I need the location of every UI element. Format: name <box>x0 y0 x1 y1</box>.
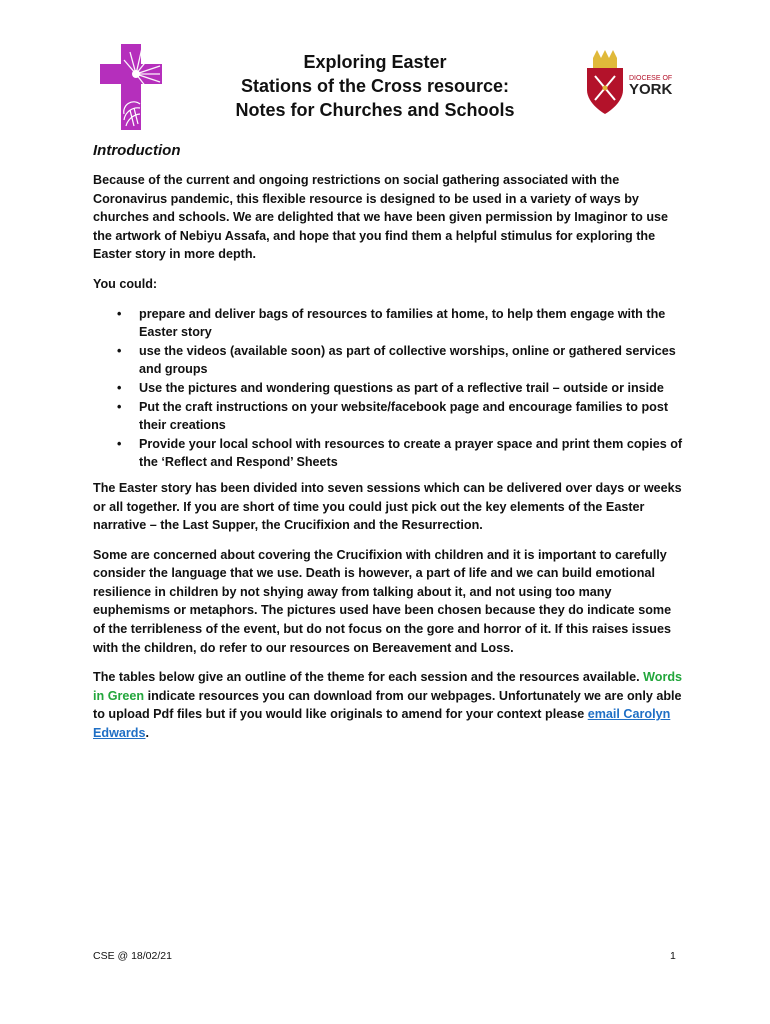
paragraph-crucifixion: Some are concerned about covering the Crucifixion with children and it is important to carefully consider the language that we use. Death is however, a part of life and we can build emotional resilience in children by not shying away from talking about it, and not using too many euphemisms or metaphors. The pictures used have been chosen because they do indicate some of the terribleness of the event, but do not focus on the gore and horror of it. If this raises issues with the children, do refer to our resources on Bereavement and Loss. <box>93 547 672 655</box>
footer-date: CSE @ 18/02/21 <box>93 950 172 962</box>
list-item: • Put the craft instructions on your website/facebook page and encourage families to post their creations <box>117 399 669 433</box>
document-body <box>93 142 683 754</box>
diocese-of-york-logo <box>583 50 673 116</box>
introduction-heading: Introduction <box>93 142 181 159</box>
bullet-icon: • <box>117 436 122 451</box>
bullet-icon: • <box>117 343 122 358</box>
green-words-text: Words in Green <box>93 670 683 703</box>
email-carolyn-link[interactable]: email Carolyn Edwards <box>93 707 671 741</box>
paragraph-sessions: The Easter story has been divided into seven sessions which can be delivered over days or weeks or all together. If you are short of time you could just pick out the key elements of the Easter narrative – the Last Supper, the Crucifixion and the Resurrection. <box>93 480 682 533</box>
you-could-label: You could: <box>93 276 158 291</box>
list-item: • Use the pictures and wondering questions as part of a reflective trail – outside or inside <box>139 379 683 398</box>
page-number: 1 <box>670 950 676 962</box>
document-title <box>160 50 590 122</box>
bullet-icon: • <box>117 399 122 414</box>
york-logo-main-text: YORK <box>629 81 673 98</box>
list-item: • use the videos (available soon) as part of collective worships, online or gathered services and groups <box>117 343 676 377</box>
paragraph-tables: The tables below give an outline of the theme for each session and the resources available. Words in Green indicate resources you can download from our webpages. Unfortunately we are only able to upload Pdf files but if you would like originals to amend for your context please email Carolyn Edwards. <box>93 670 683 741</box>
title-line-1: Exploring Easter <box>303 52 447 72</box>
list-item: • Provide your local school with resources to create a prayer space and print them copies of the ‘Reflect and Respond’ Sheets <box>117 436 683 470</box>
bullet-icon: • <box>117 380 122 395</box>
bullet-icon: • <box>117 306 122 321</box>
title-line-2: Stations of the Cross resource: <box>240 76 510 96</box>
cross-logo <box>100 44 162 130</box>
paragraph-intro: Because of the current and ongoing restrictions on social gathering associated with the Coronavirus pandemic, this flexible resource is designed to be used in a variety of ways by churches and schools. We are delighted that we have been given permission by Imaginor to use the artwork of Nebiyu Assafa, and hope that you find them a helpful stimulus for exploring the Easter story in more depth. <box>93 173 669 262</box>
title-line-3: Notes for Churches and Schools <box>235 100 515 120</box>
suggestions-list <box>93 305 683 472</box>
list-item: • prepare and deliver bags of resources to families at home, to help them engage with the Easter story <box>117 306 666 340</box>
york-logo-small-text: DIOCESE OF <box>629 75 673 82</box>
